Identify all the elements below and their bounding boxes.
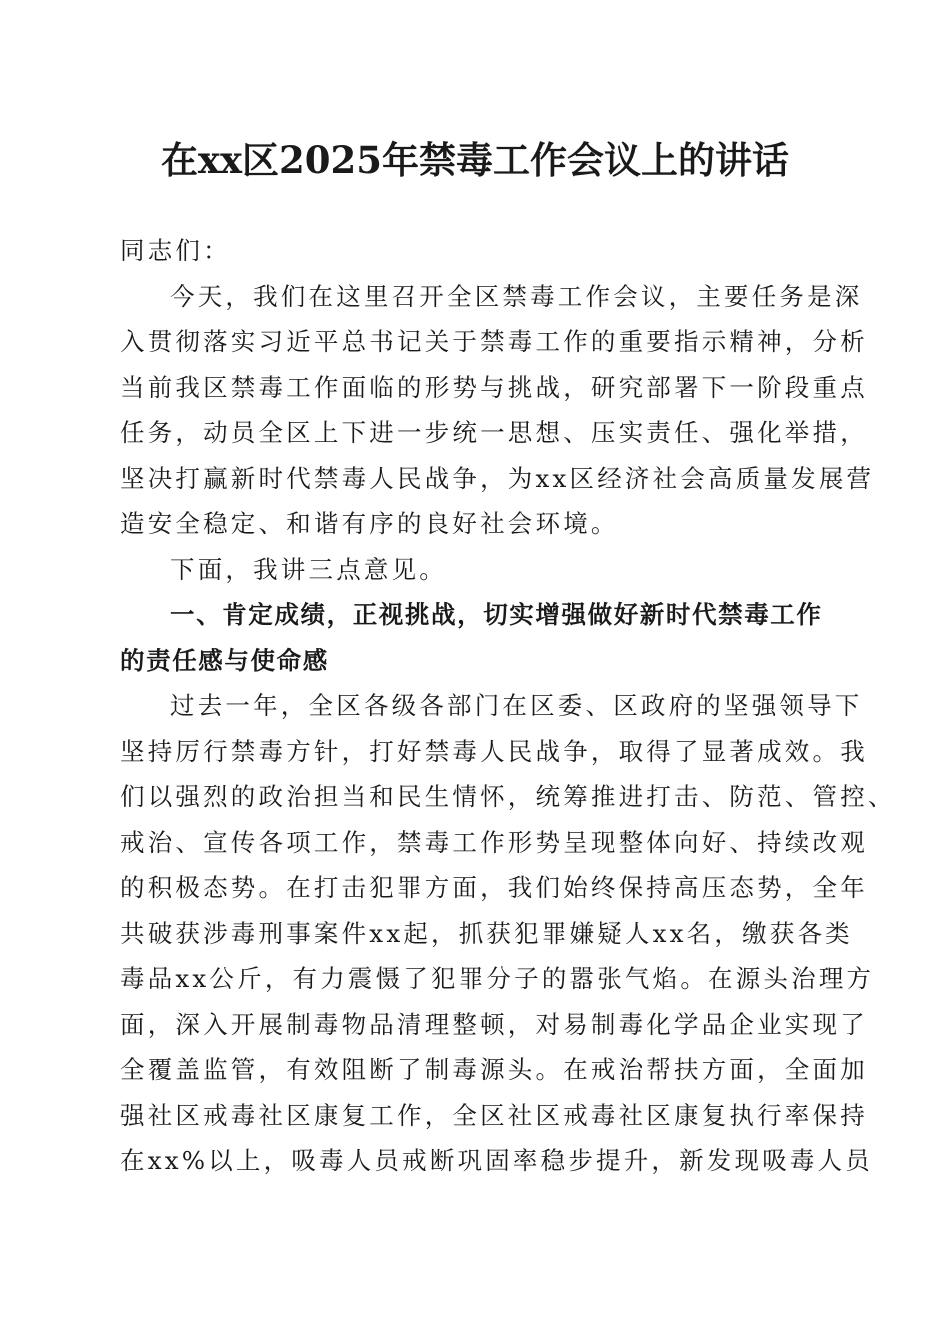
text-line: 今天，我们在这里召开全区禁毒工作会议，主要任务是深 bbox=[170, 281, 863, 311]
text-line: 戒治、宣传各项工作，禁毒工作形势呈现整体向好、持续改观 bbox=[120, 827, 868, 857]
text-line: 全覆盖监管，有效阻断了制毒源头。在戒治帮扶方面，全面加 bbox=[120, 1055, 868, 1084]
text-line: 们以强烈的政治担当和民生情怀，统筹推进打击、防范、管控、 bbox=[120, 782, 896, 811]
section-heading-line: 一、肯定成绩，正视挑战，切实增强做好新时代禁毒工作 bbox=[170, 600, 823, 629]
text-line: 同志们： bbox=[120, 236, 231, 265]
text-line: 面，深入开展制毒物品清理整顿，对易制毒化学品企业实现了 bbox=[120, 1009, 868, 1039]
section-heading-line: 的责任感与使命感 bbox=[120, 645, 329, 675]
text-line: 共破获涉毒刑事案件xx起，抓获犯罪嫌疑人xx名，缴获各类 bbox=[120, 918, 853, 948]
document-body bbox=[120, 228, 896, 1184]
text-line: 毒品xx公斤，有力震慑了犯罪分子的嚣张气焰。在源头治理方 bbox=[120, 964, 875, 993]
text-line: 强社区戒毒社区康复工作，全区社区戒毒社区康复执行率保持 bbox=[120, 1100, 868, 1130]
text-line: 下面，我讲三点意见。 bbox=[170, 554, 447, 584]
text-line: 坚持厉行禁毒方针，打好禁毒人民战争，取得了显著成效。我 bbox=[120, 736, 868, 766]
text-line: 入贯彻落实习近平总书记关于禁毒工作的重要指示精神，分析 bbox=[120, 327, 868, 356]
text-line: 坚决打赢新时代禁毒人民战争，为xx区经济社会高质量发展营 bbox=[120, 463, 875, 493]
document-title: 在xx区2025年禁毒工作会议上的讲话 bbox=[160, 138, 790, 182]
text-line: 任务，动员全区上下进一步统一思想、压实责任、强化举措， bbox=[120, 418, 868, 447]
text-line: 当前我区禁毒工作面临的形势与挑战，研究部署下一阶段重点 bbox=[120, 372, 868, 402]
text-line: 的积极态势。在打击犯罪方面，我们始终保持高压态势，全年 bbox=[120, 873, 868, 902]
text-line: 在xx%以上，吸毒人员戒断巩固率稳步提升，新发现吸毒人员 bbox=[120, 1146, 874, 1175]
text-line: 造安全稳定、和谐有序的良好社会环境。 bbox=[120, 509, 619, 538]
text-line: 过去一年，全区各级各部门在区委、区政府的坚强领导下 bbox=[170, 691, 863, 720]
